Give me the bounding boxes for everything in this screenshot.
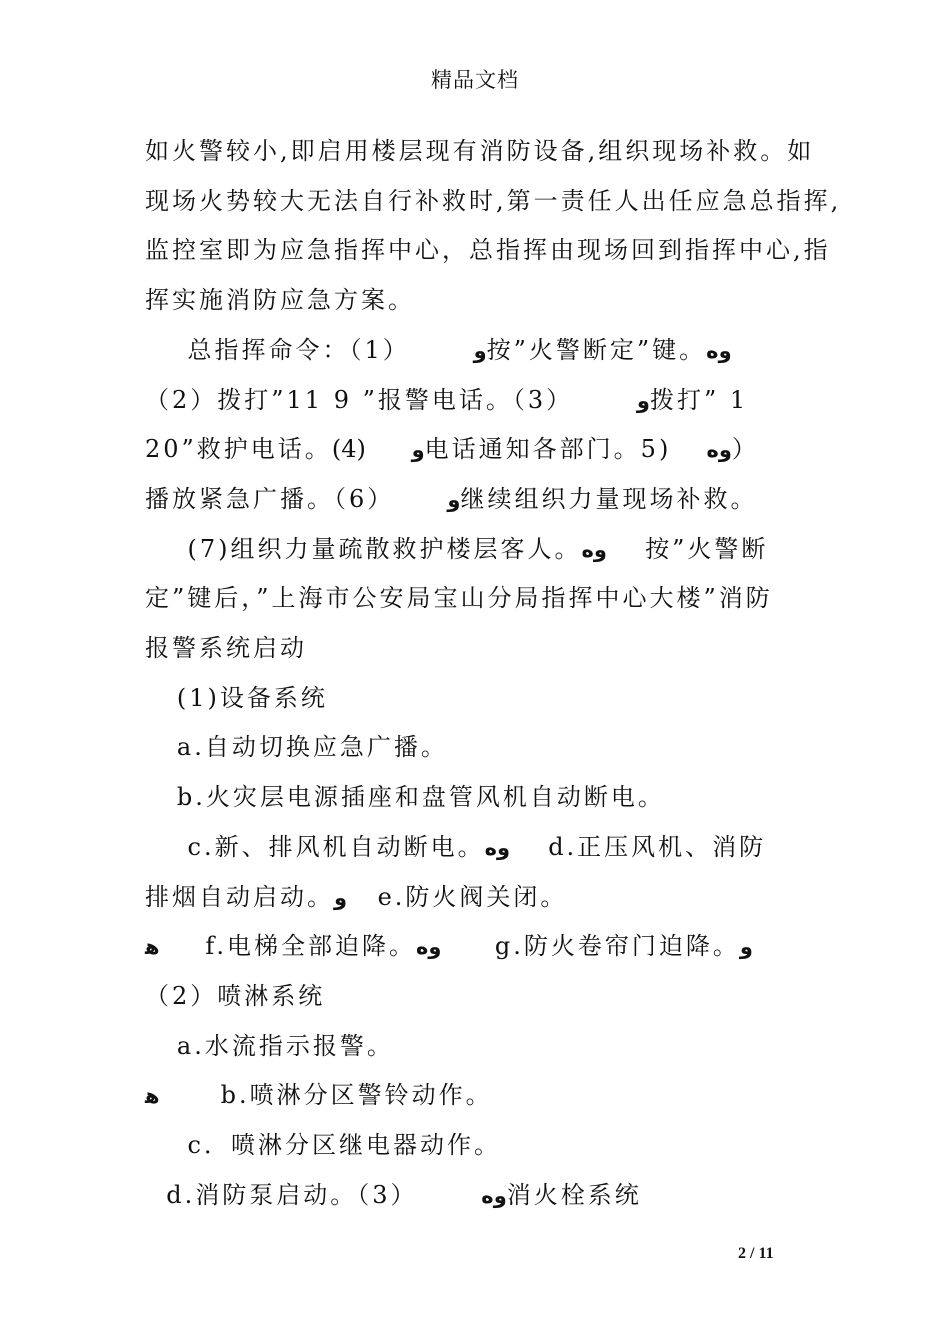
text-segment: 报警系统启动 [145, 634, 307, 662]
glyph-mark: ﻫ [145, 1084, 160, 1108]
text-segment: c．喷淋分区继电器动作。 [145, 1131, 501, 1159]
text-segment: (7)组织力量疏散救护楼层客人。 [145, 535, 582, 563]
text-segment: 按”火警断 [606, 535, 769, 563]
text-line [145, 434, 756, 465]
text-segment: b.火灾层电源插座和盘管风机自动断电。 [145, 783, 665, 811]
text-line [145, 335, 732, 366]
text-line [145, 484, 757, 515]
text-line [145, 683, 328, 713]
text-line [145, 732, 448, 762]
text-segment: 20”救护电话。 [145, 435, 332, 463]
page-header: 精品文档 [431, 68, 519, 92]
text-line [145, 136, 814, 166]
text-segment: (4)电话通知各部门。5) [331, 435, 707, 463]
text-segment: 消火栓系统 [506, 1181, 642, 1209]
text-segment: a.水流指示报警。 [145, 1032, 394, 1060]
text-segment: 排烟自动启动。 [145, 883, 334, 911]
text-line [145, 832, 766, 863]
text-segment: 拨打” 1 [649, 386, 749, 414]
glyph-mark: ﻭه [484, 836, 511, 860]
text-line [145, 931, 753, 962]
text-line [145, 782, 665, 812]
glyph-mark: ﻭ [411, 438, 425, 462]
text-segment: 现场火势较大无法自行补救时,第一责任人出任应急总指挥, [145, 187, 842, 215]
text-segment: e.防火阀关闭。 [347, 883, 568, 911]
text-line [145, 285, 415, 315]
text-line [145, 1080, 493, 1111]
glyph-mark: ﻭ [739, 935, 753, 959]
text-segment: f.电梯全部迫降。 [159, 932, 416, 960]
text-segment: 继续组织力量现场补救。 [460, 485, 758, 513]
text-line [145, 981, 325, 1011]
text-segment: 定”键后，”上海市公安局宝山分局指挥中心大楼”消防 [145, 584, 773, 612]
text-segment: a.自动切换应急广播。 [145, 733, 448, 761]
text-line [145, 882, 567, 913]
glyph-mark: ﻭه [706, 339, 732, 363]
text-segment: 如火警较小,即启用楼层现有消防设备,组织现场补救。如 [145, 137, 815, 165]
page-number: 2 / 11 [738, 1245, 774, 1262]
glyph-mark: ﻭ [473, 339, 487, 363]
glyph-mark: ﻭ [636, 389, 650, 413]
text-segment: ） [731, 435, 756, 463]
text-line [145, 186, 841, 216]
text-segment: 总指挥命令：（1） [145, 336, 474, 364]
text-segment: 按”火警断定”键。 [486, 336, 707, 364]
text-line [145, 235, 831, 265]
text-line [145, 1031, 394, 1061]
text-segment: b.喷淋分区警铃动作。 [159, 1081, 493, 1109]
text-line [145, 534, 768, 565]
text-line [145, 583, 773, 613]
text-segment: 播放紧急广播。（6） [145, 485, 448, 513]
text-segment: d.正压风机、消防 [510, 833, 767, 861]
glyph-mark: ﻭه [706, 438, 732, 462]
text-segment: (1)设备系统 [145, 684, 328, 712]
glyph-mark: ﻭه [481, 1184, 507, 1208]
text-segment: （2）拨打”11 9 ”报警电话。（3） [145, 386, 637, 414]
text-line [145, 385, 748, 416]
glyph-mark: ﻫ [145, 935, 160, 959]
text-segment: c.新、排风机自动断电。 [145, 833, 485, 861]
text-segment: （2）喷淋系统 [145, 982, 326, 1010]
text-segment: g.防火卷帘门迫降。 [441, 932, 740, 960]
text-line [145, 633, 307, 663]
text-line [145, 1130, 501, 1160]
text-segment: d.消防泵启动。（3） [145, 1181, 482, 1209]
glyph-mark: ﻭ [447, 488, 461, 512]
text-segment: 监控室即为应急指挥中心，总指挥由现场回到指挥中心,指 [145, 236, 831, 264]
text-segment: 挥实施消防应急方案。 [145, 286, 415, 314]
glyph-mark: ﻭه [581, 538, 607, 562]
text-line [145, 1180, 642, 1211]
glyph-mark: ﻭ [334, 886, 348, 910]
glyph-mark: ﻭه [416, 935, 442, 959]
